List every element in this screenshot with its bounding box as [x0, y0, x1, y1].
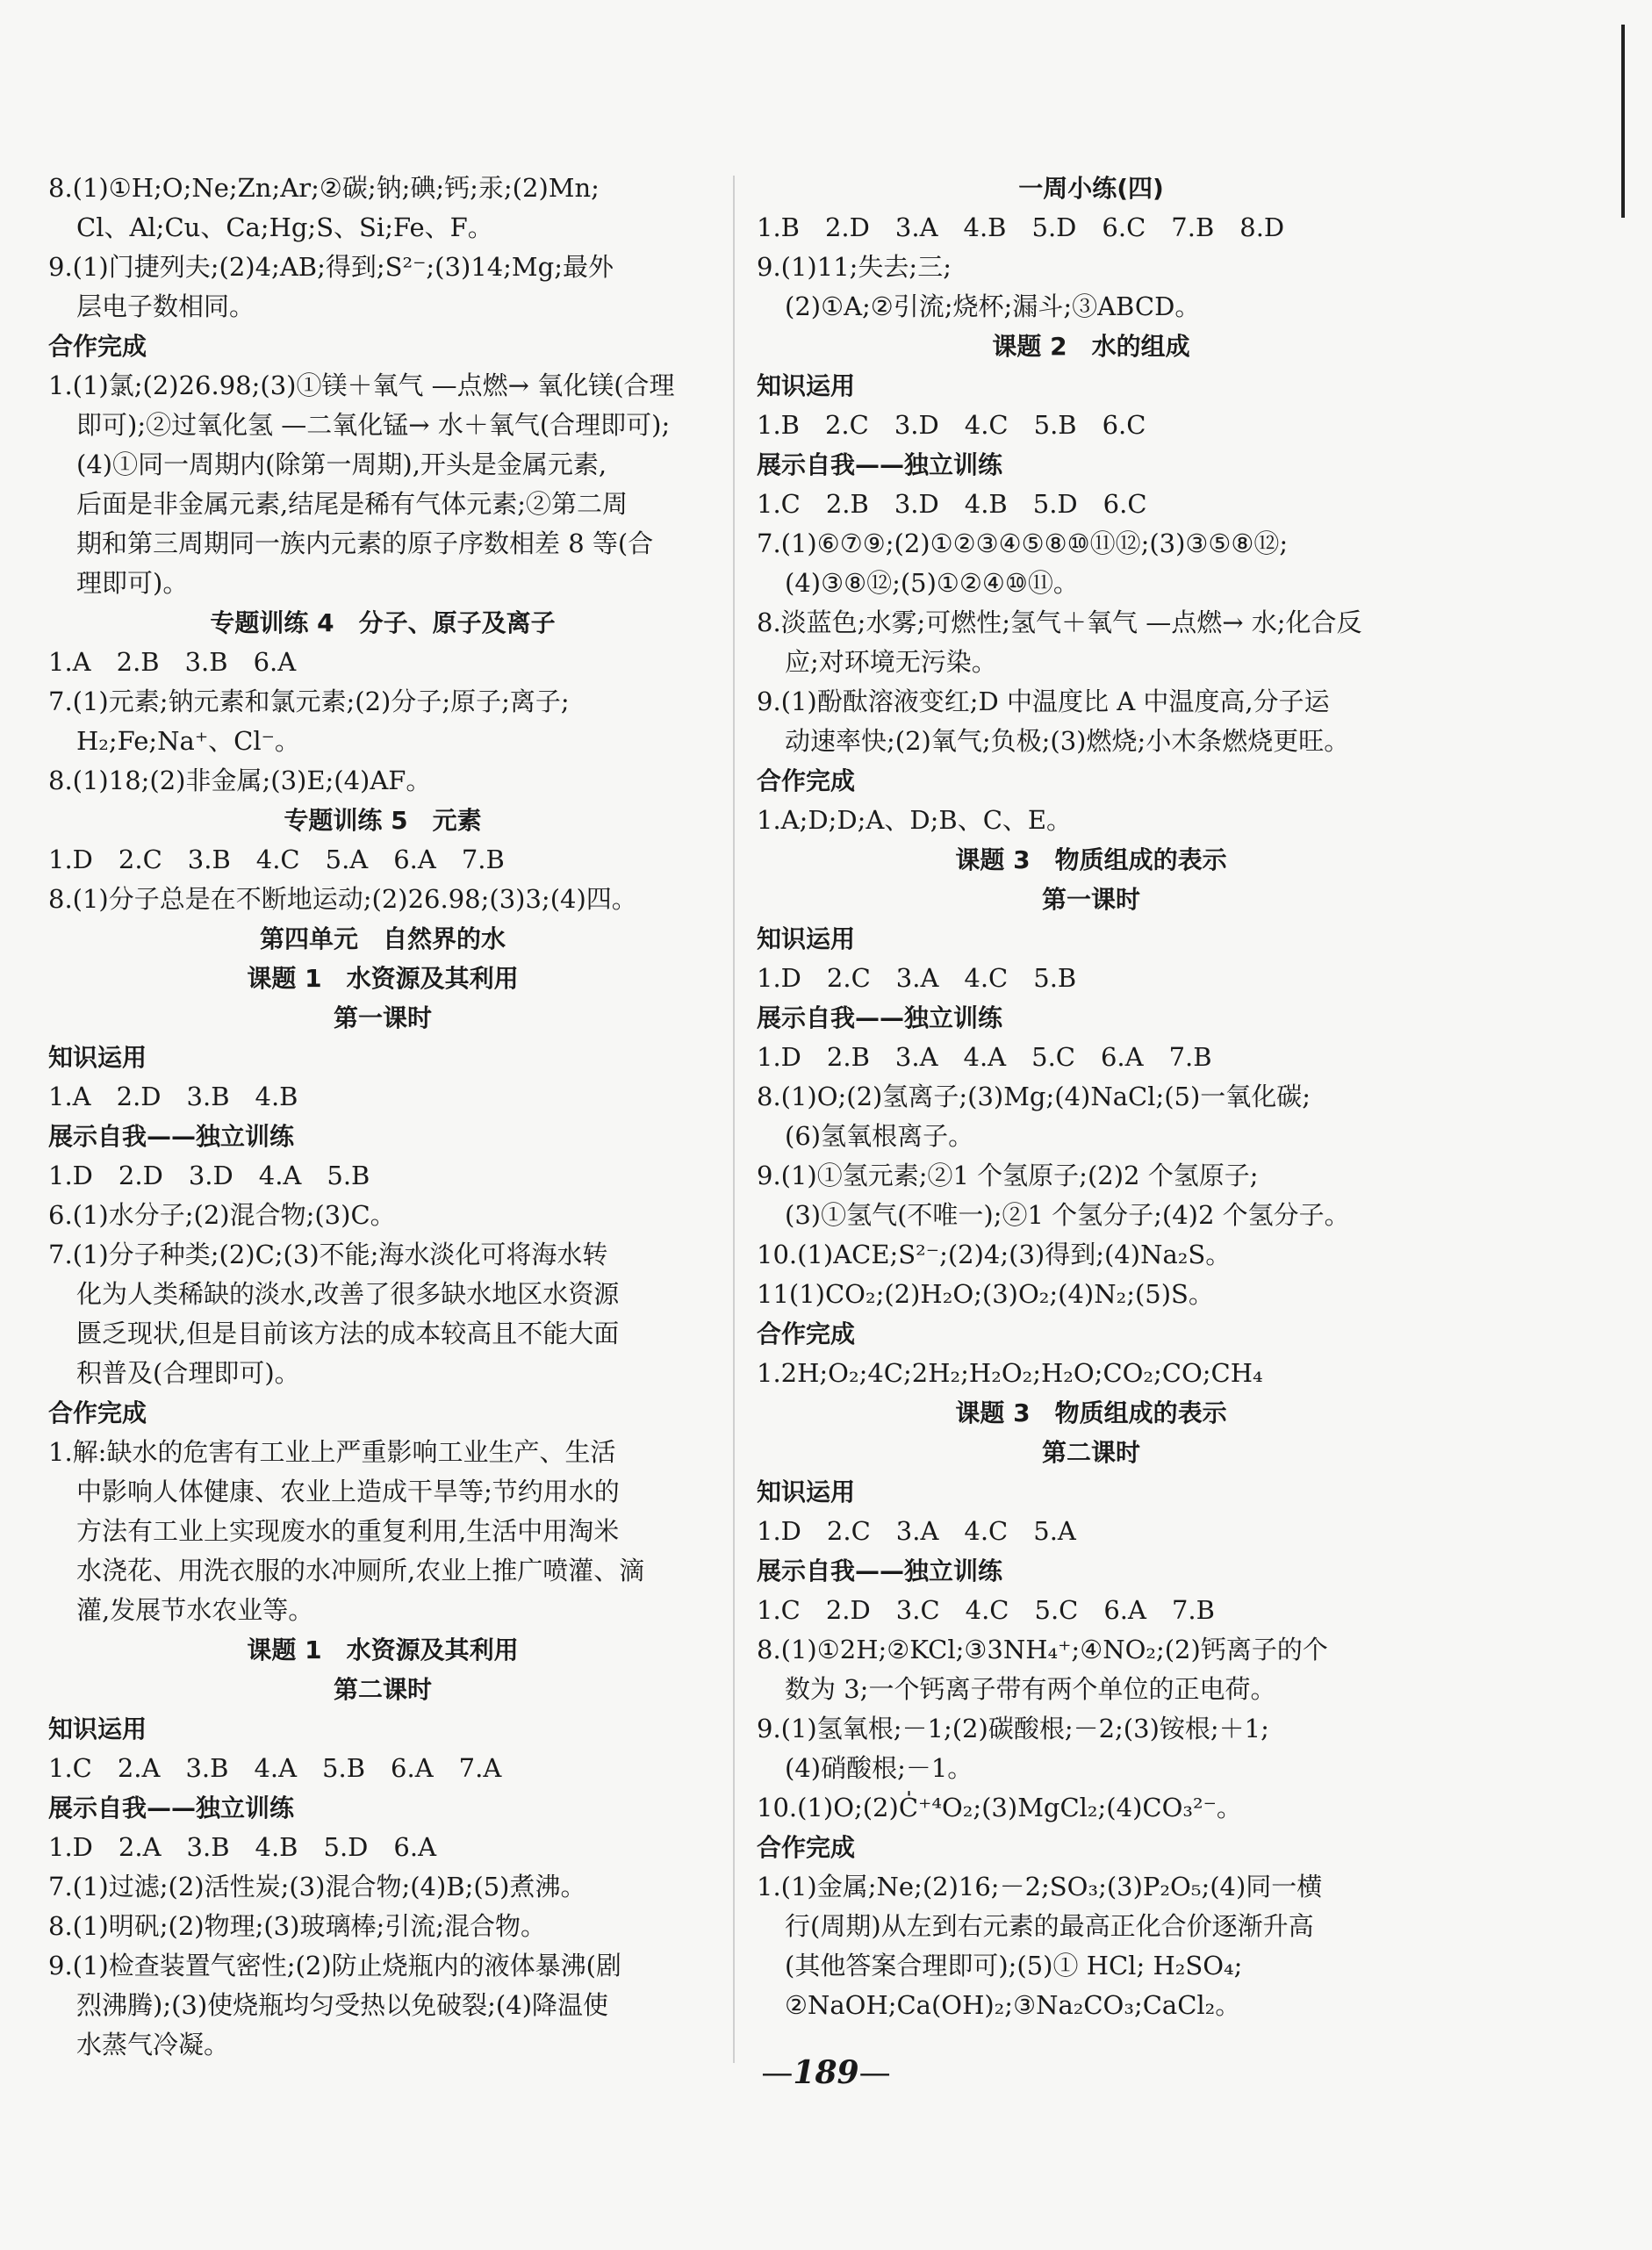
answer-line: 水浇花、用洗衣服的水冲厕所,农业上推广喷灌、滴 [76, 1556, 645, 1585]
answer-line: 1.A 2.B 3.B 6.A [48, 647, 297, 677]
answer-line: 8.(1)O;(2)氢离子;(3)Mg;(4)NaCl;(5)一氧化碳; [757, 1082, 1311, 1111]
answer-line: 8.(1)18;(2)非金属;(3)E;(4)AF。 [48, 766, 432, 795]
right-column [757, 169, 1426, 2025]
answer-line: 1.D 2.C 3.B 4.C 5.A 6.A 7.B [48, 845, 505, 874]
answer-line: 1.A;D;D;A、D;B、C、E。 [757, 805, 1073, 835]
answer-line: 11(1)CO₂;(2)H₂O;(3)O₂;(4)N₂;(5)S。 [757, 1279, 1214, 1309]
answer-line: 灌,发展节水农业等。 [76, 1595, 314, 1625]
section-heading: 第一课时 [1041, 885, 1140, 914]
section-heading: 知识运用 [48, 1043, 147, 1072]
answer-line: 应;对环境无污染。 [785, 647, 997, 677]
answer-line: 即可);②过氧化氢 —二氧化锰→ 水＋氧气(合理即可); [76, 410, 671, 440]
answer-line: (4)硝酸根;－1。 [785, 1753, 973, 1783]
page-number: —189— [761, 2054, 891, 2091]
section-heading: 专题训练 5 元素 [284, 806, 482, 835]
answer-line: 匮乏现状,但是目前该方法的成本较高且不能大面 [76, 1319, 620, 1348]
answer-line: 1.2H;O₂;4C;2H₂;H₂O₂;H₂O;CO₂;CO;CH₄ [757, 1358, 1263, 1388]
answer-line: 1.B 2.C 3.D 4.C 5.B 6.C [757, 410, 1146, 440]
answer-line: 层电子数相同。 [76, 291, 255, 321]
answer-line: 8.(1)①2H;②KCl;③3NH₄⁺;④NO₂;(2)钙离子的个 [757, 1635, 1328, 1664]
answer-line: 8.(1)明矾;(2)物理;(3)玻璃棒;引流;混合物。 [48, 1911, 546, 1941]
answer-line: 动速率快;(2)氧气;负极;(3)燃烧;小木条燃烧更旺。 [785, 726, 1350, 756]
answer-line: (4)③⑧⑫;(5)①②④⑩⑪。 [785, 568, 1079, 598]
section-heading: 第二课时 [333, 1675, 432, 1704]
section-heading: 合作完成 [48, 1398, 147, 1427]
section-heading: 合作完成 [48, 332, 147, 361]
answer-line: 7.(1)元素;钠元素和氯元素;(2)分子;原子;离子; [48, 687, 570, 716]
answer-line: (2)①A;②引流;烧杯;漏斗;③ABCD。 [785, 291, 1201, 321]
section-heading: 第二课时 [1041, 1438, 1140, 1467]
section-heading: 课题 1 水资源及其利用 [247, 1635, 519, 1664]
answer-line: 1.D 2.C 3.A 4.C 5.B [757, 963, 1077, 993]
answer-line: 1.C 2.D 3.C 4.C 5.C 6.A 7.B [757, 1595, 1215, 1625]
section-heading: 课题 3 物质组成的表示 [955, 845, 1227, 874]
answer-line: ②NaOH;Ca(OH)₂;③Na₂CO₃;CaCl₂。 [785, 1990, 1241, 2020]
answer-line: 1.解:缺水的危害有工业上严重影响工业生产、生活 [48, 1437, 616, 1467]
answer-line: 7.(1)过滤;(2)活性炭;(3)混合物;(4)B;(5)煮沸。 [48, 1872, 586, 1901]
answer-line: H₂;Fe;Na⁺、Cl⁻。 [76, 726, 300, 756]
answer-line: 10.(1)O;(2)C̍⁺⁴O₂;(3)MgCl₂;(4)CO₃²⁻。 [757, 1793, 1242, 1822]
answer-line: 9.(1)门捷列夫;(2)4;AB;得到;S²⁻;(3)14;Mg;最外 [48, 252, 614, 282]
answer-line: 1.C 2.A 3.B 4.A 5.B 6.A 7.A [48, 1753, 502, 1783]
answer-line: 7.(1)分子种类;(2)C;(3)不能;海水淡化可将海水转 [48, 1240, 608, 1269]
answer-line: 1.D 2.C 3.A 4.C 5.A [757, 1516, 1076, 1546]
answer-line: 理即可)。 [76, 568, 189, 598]
section-heading: 课题 1 水资源及其利用 [247, 964, 519, 993]
section-heading: 合作完成 [757, 1319, 856, 1348]
section-heading: 合作完成 [757, 766, 856, 795]
answer-line: 9.(1)氢氧根;－1;(2)碳酸根;－2;(3)铵根;＋1; [757, 1714, 1269, 1743]
answer-line: 1.A 2.D 3.B 4.B [48, 1082, 298, 1111]
answer-line: 9.(1)11;失去;三; [757, 252, 952, 282]
left-column [48, 169, 717, 2065]
section-heading: 课题 2 水的组成 [992, 332, 1190, 361]
answer-line: 水蒸气冷凝。 [76, 2030, 230, 2060]
section-heading: 展示自我——独立训练 [757, 1556, 1003, 1585]
answer-line: 10.(1)ACE;S²⁻;(2)4;(3)得到;(4)Na₂S。 [757, 1240, 1232, 1269]
answer-line: 9.(1)①氢元素;②1 个氢原子;(2)2 个氢原子; [757, 1161, 1259, 1190]
answer-line: 中影响人体健康、农业上造成干旱等;节约用水的 [76, 1477, 620, 1506]
section-heading: 展示自我——独立训练 [48, 1794, 295, 1822]
answer-line: 积普及(合理即可)。 [76, 1358, 300, 1388]
answer-line: 烈沸腾);(3)使烧瓶均匀受热以免破裂;(4)降温使 [76, 1990, 609, 2020]
answer-line: (6)氢氧根离子。 [785, 1121, 974, 1151]
answer-line: 7.(1)⑥⑦⑨;(2)①②③④⑤⑧⑩⑪⑫;(3)③⑤⑧⑫; [757, 528, 1289, 558]
answer-line: 9.(1)检查装置气密性;(2)防止烧瓶内的液体暴沸(剧 [48, 1951, 621, 1980]
answer-line: 1.D 2.D 3.D 4.A 5.B [48, 1161, 370, 1190]
answer-line: 期和第三周期同一族内元素的原子序数相差 8 等(合 [76, 528, 654, 558]
answer-line: (其他答案合理即可);(5)① HCl; H₂SO₄; [785, 1951, 1243, 1980]
answer-line: 8.(1)①H;O;Ne;Zn;Ar;②碳;钠;碘;钙;汞;(2)Mn; [48, 173, 600, 203]
answer-line: 1.B 2.D 3.A 4.B 5.D 6.C 7.B 8.D [757, 212, 1285, 242]
section-heading: 展示自我——独立训练 [48, 1122, 295, 1151]
column-divider [733, 176, 735, 2063]
answer-line: (4)①同一周期内(除第一周期),开头是金属元素, [76, 449, 607, 479]
answer-line: 6.(1)水分子;(2)混合物;(3)C。 [48, 1200, 396, 1230]
section-heading: 第四单元 自然界的水 [259, 924, 506, 953]
section-heading: 展示自我——独立训练 [757, 1003, 1003, 1032]
section-heading: 课题 3 物质组成的表示 [955, 1398, 1227, 1427]
answer-line: 方法有工业上实现废水的重复利用,生活中用淘米 [76, 1516, 620, 1546]
section-heading: 第一课时 [333, 1003, 432, 1032]
answer-line: 1.(1)氯;(2)26.98;(3)①镁＋氧气 —点燃→ 氧化镁(合理 [48, 370, 675, 400]
section-heading: 知识运用 [757, 1477, 856, 1506]
answer-line: 9.(1)酚酞溶液变红;D 中温度比 A 中温度高,分子运 [757, 687, 1330, 716]
section-heading: 知识运用 [757, 371, 856, 400]
answer-line: 1.D 2.B 3.A 4.A 5.C 6.A 7.B [757, 1042, 1212, 1072]
section-heading: 展示自我——独立训练 [757, 450, 1003, 479]
answer-line: 化为人类稀缺的淡水,改善了很多缺水地区水资源 [76, 1279, 620, 1309]
answer-line: 1.(1)金属;Ne;(2)16;－2;SO₃;(3)P₂O₅;(4)同一横 [757, 1872, 1323, 1901]
answer-line: 8.(1)分子总是在不断地运动;(2)26.98;(3)3;(4)四。 [48, 884, 637, 914]
section-heading: 知识运用 [48, 1714, 147, 1743]
answer-line: 数为 3;一个钙离子带有两个单位的正电荷。 [785, 1674, 1276, 1704]
section-heading: 专题训练 4 分子、原子及离子 [210, 608, 556, 637]
answer-line: 后面是非金属元素,结尾是稀有气体元素;②第二周 [76, 489, 628, 519]
answer-line: 1.D 2.A 3.B 4.B 5.D 6.A [48, 1832, 437, 1862]
page-edge-mark [1621, 25, 1625, 218]
section-heading: 一周小练(四) [1018, 174, 1164, 203]
answer-line: 行(周期)从左到右元素的最高正化合价逐渐升高 [785, 1911, 1314, 1941]
answer-line: (3)①氢气(不唯一);②1 个氢分子;(4)2 个氢分子。 [785, 1200, 1350, 1230]
answer-line: 8.淡蓝色;水雾;可燃性;氢气＋氧气 —点燃→ 水;化合反 [757, 607, 1362, 637]
section-heading: 知识运用 [757, 924, 856, 953]
answer-line: 1.C 2.B 3.D 4.B 5.D 6.C [757, 489, 1147, 519]
answer-line: Cl、Al;Cu、Ca;Hg;S、Si;Fe、F。 [76, 212, 493, 242]
section-heading: 合作完成 [757, 1833, 856, 1862]
